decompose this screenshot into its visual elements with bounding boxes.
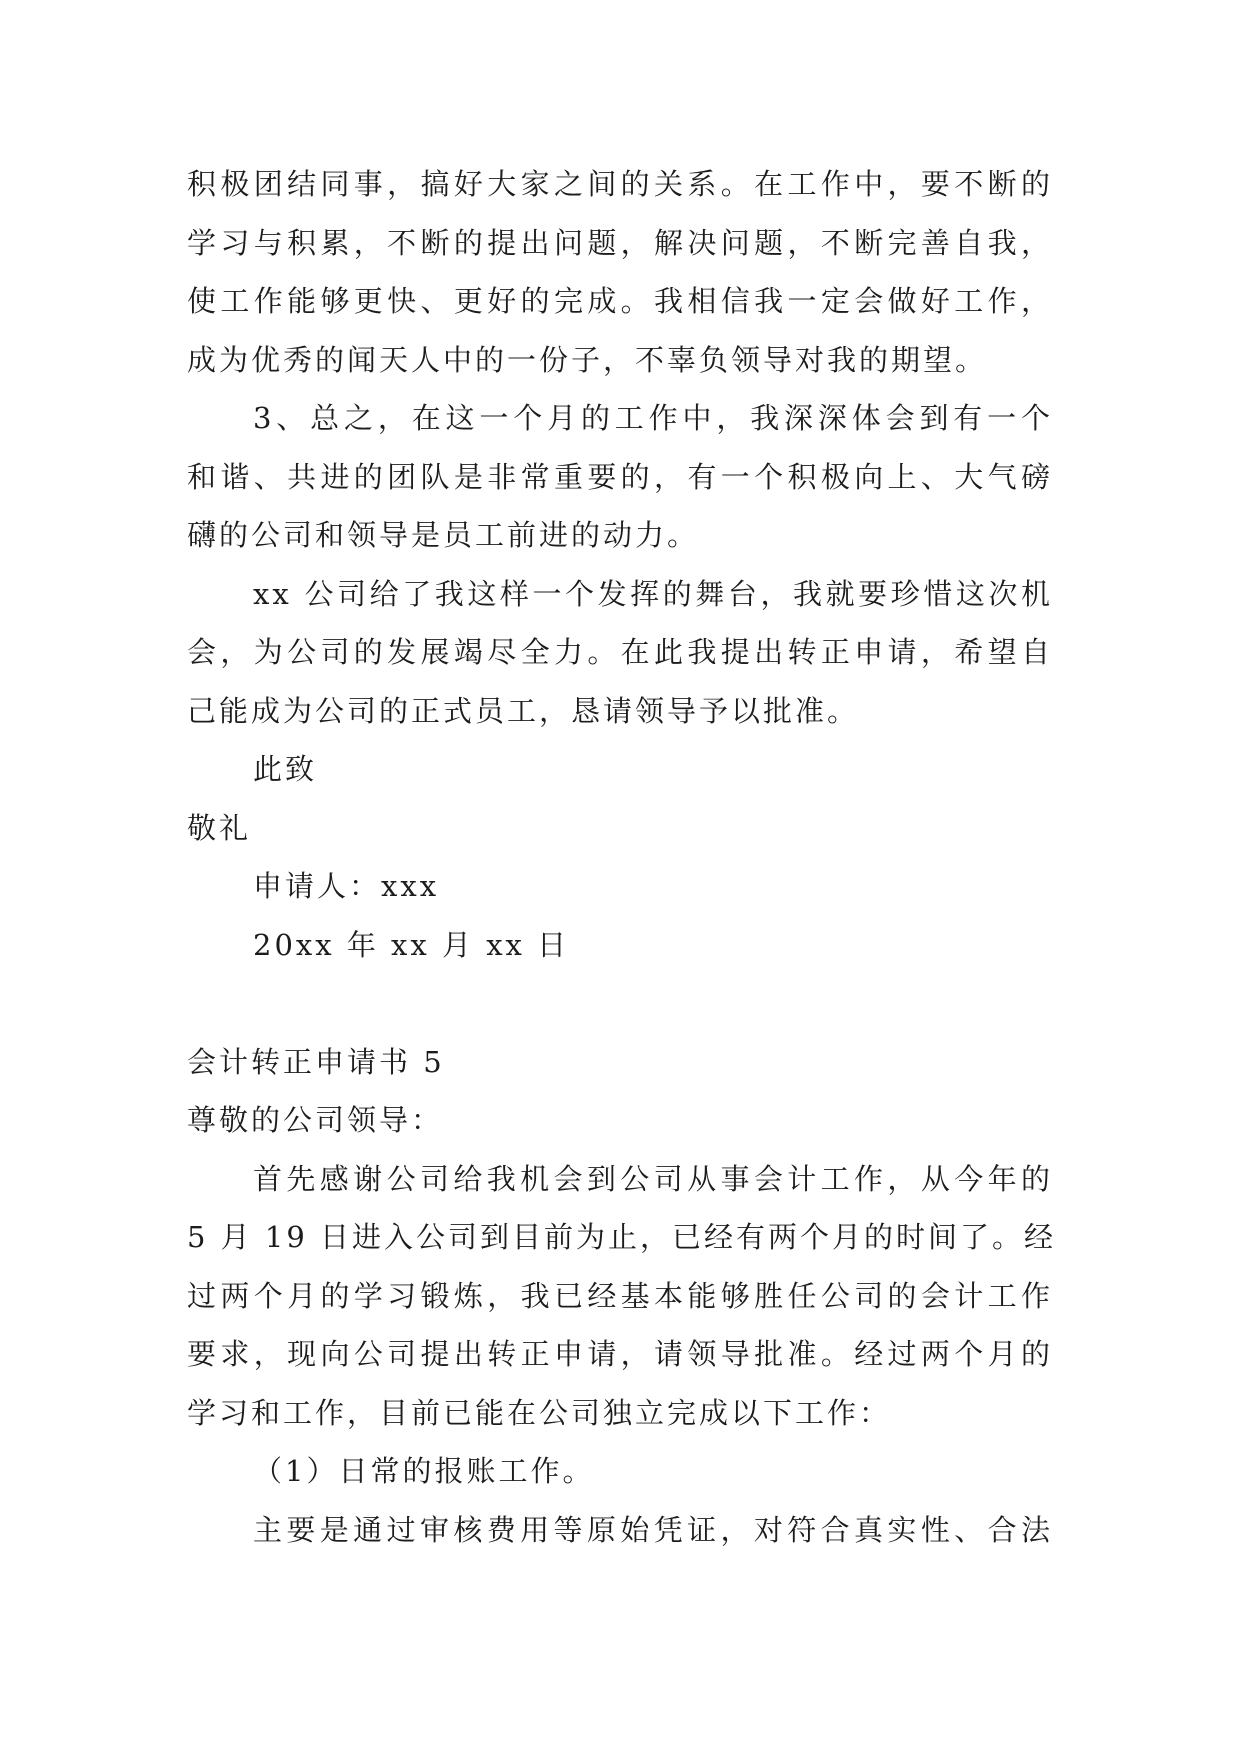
text-line: 使工作能够更快、更好的完成。我相信我一定会做好工作，	[187, 284, 1053, 318]
text-line: 主要是通过审核费用等原始凭证，对符合真实性、合法	[253, 1512, 1053, 1547]
closing-line: 此致	[253, 752, 318, 786]
regards-line: 敬礼	[187, 810, 252, 845]
document-body	[187, 155, 1057, 1559]
text-line: 成为优秀的闻天人中的一份子，不辜负领导对我的期望。	[187, 342, 988, 377]
text-line: 过两个月的学习锻炼，我已经基本能够胜任公司的会计工作	[187, 1278, 1053, 1313]
text-line: 首先感谢公司给我机会到公司从事会计工作，从今年的	[253, 1161, 1053, 1196]
applicant-signature: 申请人：xxx	[253, 869, 440, 903]
text-line: 会，为公司的发展竭尽全力。在此我提出转正申请，希望自	[187, 635, 1053, 669]
text-line: 要求，现向公司提出转正申请，请领导批准。经过两个月的	[187, 1337, 1053, 1371]
text-line: 积极团结同事，搞好大家之间的关系。在工作中，要不断的	[187, 167, 1053, 201]
letter-date: 20xx 年 xx 月 xx 日	[253, 927, 570, 962]
blank-line	[187, 974, 1053, 1033]
text-line: 和谐、共进的团队是非常重要的，有一个积极向上、大气磅	[187, 459, 1053, 494]
text-line: 学习和工作，目前已能在公司独立完成以下工作：	[187, 1395, 892, 1430]
letter-title: 会计转正申请书 5	[187, 1044, 445, 1079]
text-line: xx 公司给了我这样一个发挥的舞台，我就要珍惜这次机	[253, 576, 1053, 611]
paragraph	[187, 1501, 1053, 1560]
paragraph	[187, 155, 1053, 389]
text-line: 5 月 19 日进入公司到目前为止，已经有两个月的时间了。经	[187, 1220, 1057, 1254]
paragraph	[187, 389, 1053, 565]
text-line: 己能成为公司的正式员工，恳请领导予以批准。	[187, 693, 860, 728]
text-line: 礴的公司和领导是员工前进的动力。	[187, 518, 700, 552]
salutation: 尊敬的公司领导：	[187, 1103, 444, 1137]
text-line: 3、总之，在这一个月的工作中，我深深体会到有一个	[253, 401, 1053, 435]
paragraph	[187, 565, 1053, 741]
paragraph	[187, 1150, 1057, 1443]
item-heading: （1）日常的报账工作。	[253, 1454, 595, 1488]
text-line: 学习与积累，不断的提出问题，解决问题，不断完善自我，	[187, 225, 1053, 260]
